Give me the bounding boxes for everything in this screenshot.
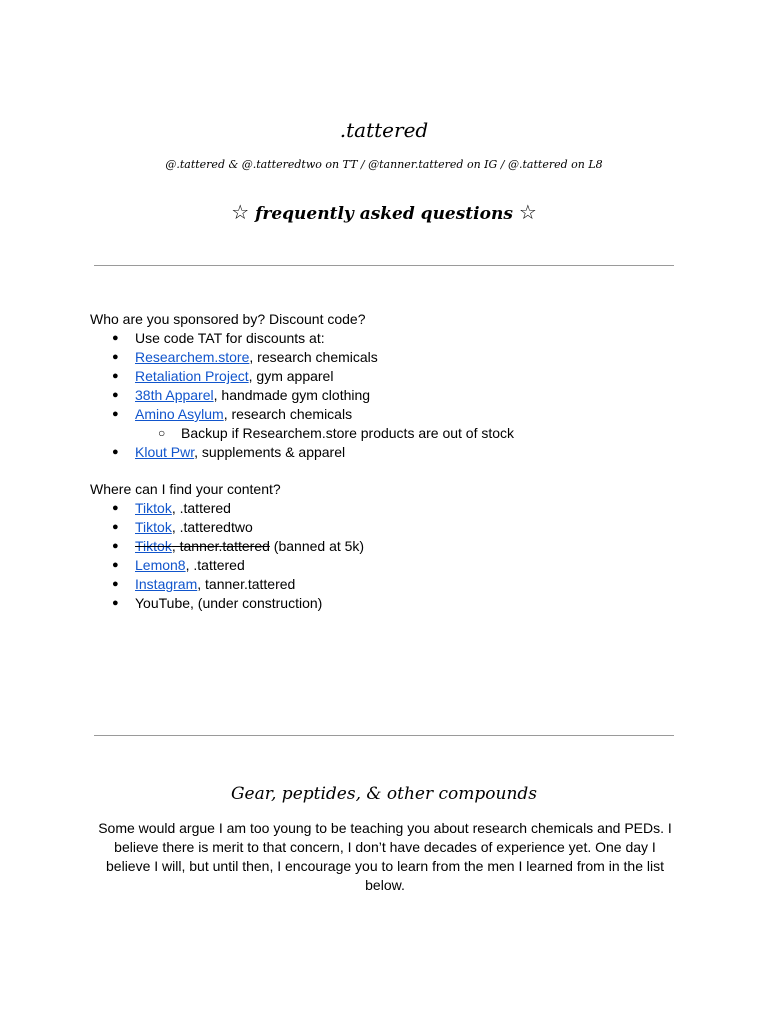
sponsors-list bbox=[90, 329, 514, 462]
bullet-icon: ● bbox=[112, 370, 119, 382]
lemon8-link[interactable]: Lemon8 bbox=[135, 557, 186, 573]
star-icon: ☆ bbox=[518, 200, 537, 224]
researchem-link[interactable]: Researchem.store bbox=[135, 349, 250, 365]
page-title: .tattered bbox=[339, 118, 429, 142]
divider bbox=[94, 265, 674, 266]
tiktok-link[interactable]: Tiktok bbox=[135, 519, 172, 535]
item-desc: , research chemicals bbox=[249, 349, 378, 365]
divider bbox=[94, 735, 674, 736]
bullet-icon: ● bbox=[112, 408, 119, 420]
bullet-icon: ● bbox=[112, 332, 119, 344]
bullet-icon: ● bbox=[112, 351, 119, 363]
banned-note: (banned at 5k) bbox=[269, 538, 365, 554]
content-question: Where can I find your content? bbox=[90, 481, 281, 497]
list-item bbox=[90, 424, 514, 443]
gear-paragraph: Some would argue I am too young to be teaching you about research chemicals and PEDs. I believe there is merit to that concern, I don’t have decades of experience yet. One day I believe I will, but until then, I encourage you to learn from the men I learned from in the list below. bbox=[98, 820, 672, 893]
bullet-icon: ● bbox=[112, 446, 119, 458]
instagram-link[interactable]: Instagram bbox=[135, 576, 198, 592]
tiktok-link[interactable]: Tiktok bbox=[135, 500, 172, 516]
list-item bbox=[90, 556, 364, 575]
item-desc: , .tattered bbox=[185, 557, 245, 573]
item-desc: , tanner.tattered bbox=[171, 538, 270, 554]
item-desc: , research chemicals bbox=[223, 406, 353, 422]
list-item bbox=[90, 537, 364, 556]
bullet-icon: ● bbox=[112, 540, 119, 552]
list-item bbox=[90, 575, 364, 594]
item-desc: , tanner.tattered bbox=[197, 576, 296, 592]
banned-account bbox=[135, 538, 270, 554]
discount-intro: Use code TAT for discounts at: bbox=[135, 330, 325, 346]
bullet-icon: ● bbox=[112, 502, 119, 514]
list-item bbox=[90, 405, 514, 424]
list-item bbox=[90, 348, 514, 367]
faq-heading bbox=[0, 200, 768, 224]
bullet-icon: ● bbox=[112, 521, 119, 533]
bullet-icon: ● bbox=[112, 389, 119, 401]
item-desc: , .tattered bbox=[171, 500, 231, 516]
circle-bullet-icon: ○ bbox=[158, 426, 166, 440]
38th-apparel-link[interactable]: 38th Apparel bbox=[135, 387, 214, 403]
sponsors-section bbox=[90, 310, 514, 462]
social-handles: @.tattered & @.tatteredtwo on TT / @tanner.tattered on IG / @.tattered on L8 bbox=[165, 158, 603, 171]
bullet-icon: ● bbox=[112, 559, 119, 571]
item-desc: , handmade gym clothing bbox=[213, 387, 371, 403]
amino-asylum-link[interactable]: Amino Asylum bbox=[135, 406, 224, 422]
list-item bbox=[90, 443, 514, 462]
list-item bbox=[90, 518, 364, 537]
item-desc: , gym apparel bbox=[248, 368, 334, 384]
faq-heading-text: frequently asked questions bbox=[255, 204, 513, 224]
list-item bbox=[90, 499, 364, 518]
tiktok-link[interactable]: Tiktok bbox=[135, 538, 172, 554]
retaliation-project-link[interactable]: Retaliation Project bbox=[135, 368, 249, 384]
list-item bbox=[90, 594, 364, 613]
content-section bbox=[90, 480, 364, 613]
backup-note: Backup if Researchem.store products are out of stock bbox=[181, 425, 515, 441]
bullet-icon: ● bbox=[112, 597, 119, 609]
item-desc: , .tatteredtwo bbox=[171, 519, 253, 535]
sponsors-question: Who are you sponsored by? Discount code? bbox=[90, 311, 366, 327]
list-item bbox=[90, 329, 514, 348]
star-icon: ☆ bbox=[231, 200, 250, 224]
item-desc: , supplements & apparel bbox=[194, 444, 346, 460]
bullet-icon: ● bbox=[112, 578, 119, 590]
gear-heading: Gear, peptides, & other compounds bbox=[230, 784, 538, 804]
list-item bbox=[90, 386, 514, 405]
content-list bbox=[90, 499, 364, 613]
klout-pwr-link[interactable]: Klout Pwr bbox=[135, 444, 195, 460]
youtube-item: YouTube, (under construction) bbox=[135, 595, 323, 611]
list-item bbox=[90, 367, 514, 386]
